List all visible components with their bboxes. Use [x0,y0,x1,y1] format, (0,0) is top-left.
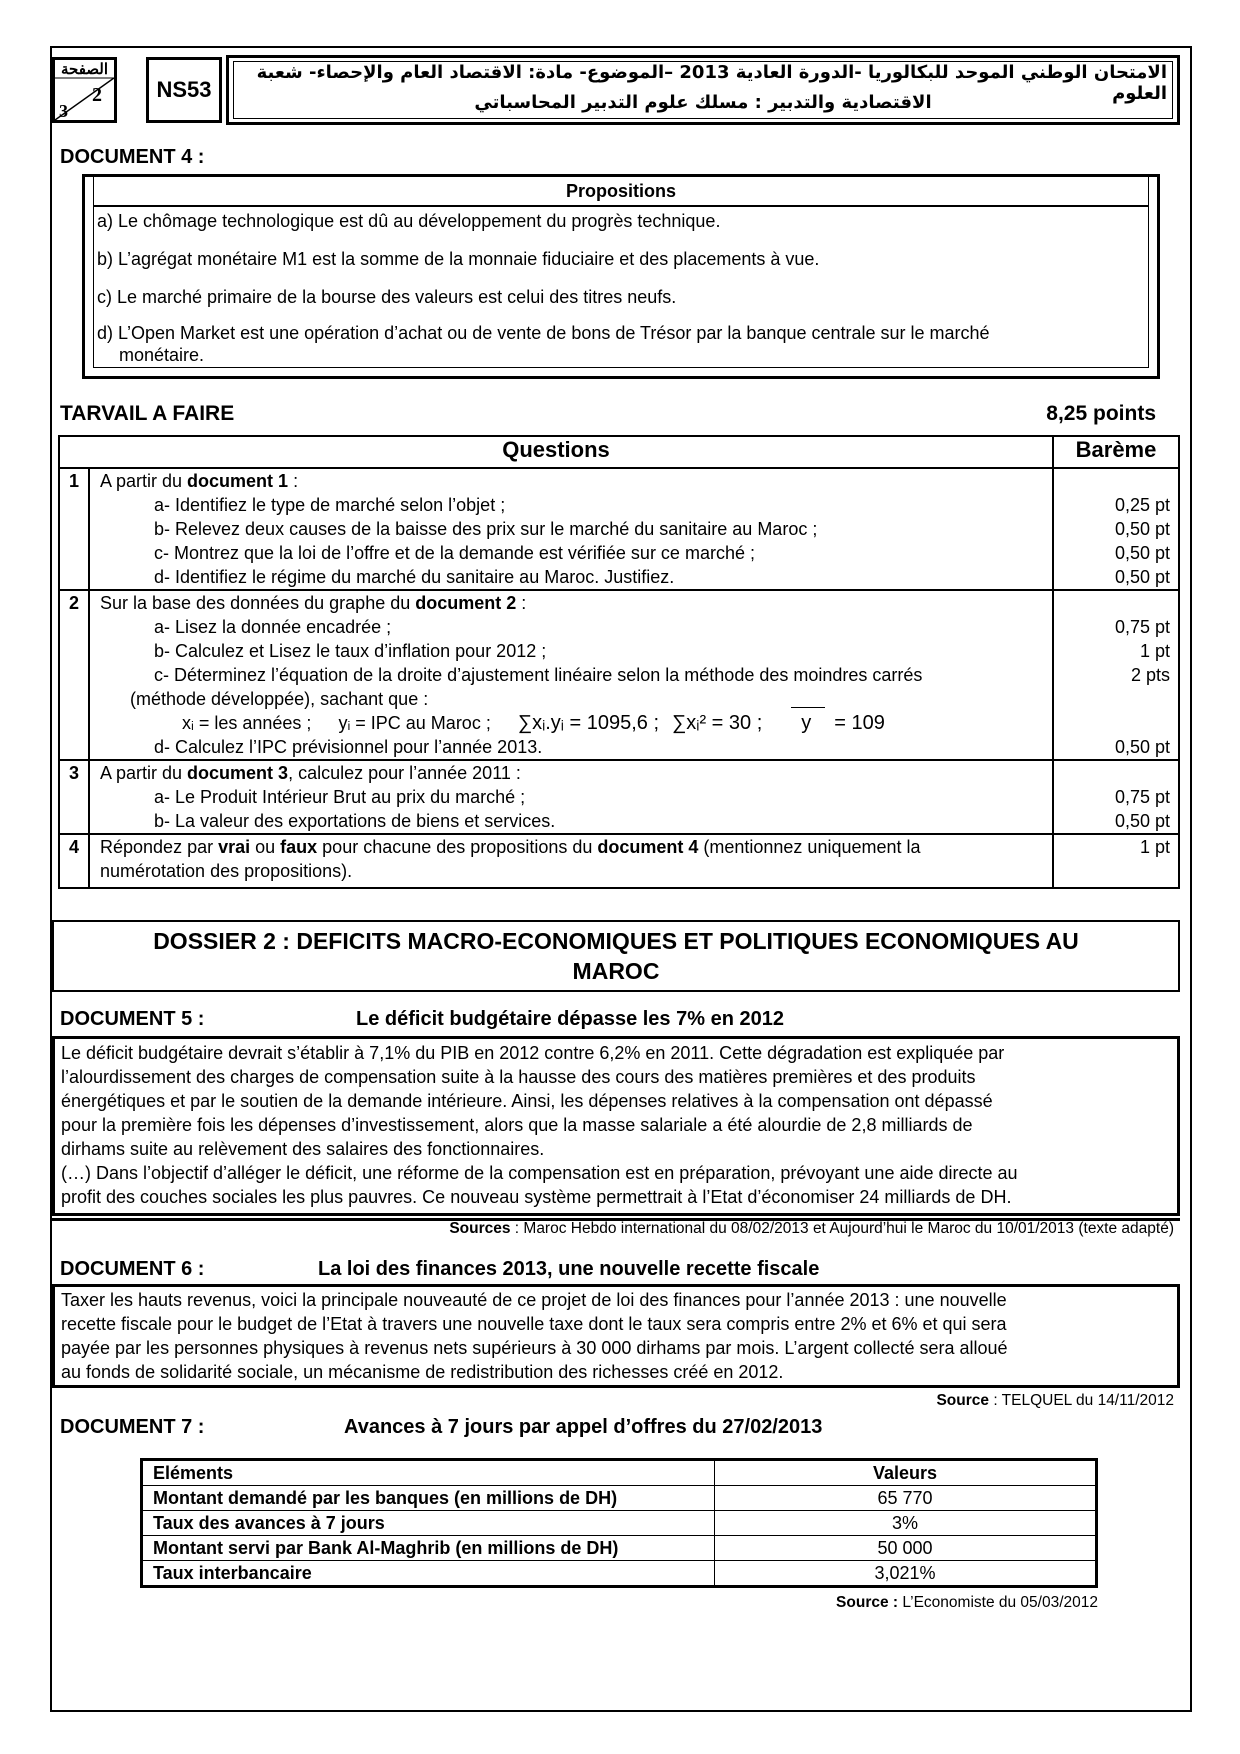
question-3-row [59,760,1179,834]
row-element: Montant servi par Bank Al-Maghrib (en millions de DH) [142,1536,715,1561]
document6-line: au fonds de solidarité sociale, un mécanisme de redistribution des richesses créé en 2012. [61,1362,784,1382]
document7-table [140,1458,1098,1588]
question-2b: b- Calculez et Lisez le taux d’inflation pour 2012 ; [154,641,547,661]
document5-line: Le déficit budgétaire devrait s’établir à 7,1% du PIB en 2012 contre 6,2% en 2011. Cette dégradation est expliquée par [61,1043,1005,1063]
question-4-row [59,834,1179,888]
table-row [142,1486,1097,1511]
question-4-num: 4 [68,837,79,857]
travail-title: TARVAIL A FAIRE [60,402,235,425]
question-2c-line2: (méthode développée), sachant que : [130,689,429,709]
document7-label: DOCUMENT 7 : [60,1416,205,1438]
document5-source: Sources : Maroc Hebdo international du 08/02/2013 et Aujourd’hui le Maroc du 10/01/2013 (texte adapté) [449,1220,1174,1237]
question-2-intro: Sur la base des données du graphe du document 2 : [100,593,527,613]
question-1-row [59,468,1179,590]
table-row [142,1511,1097,1536]
questions-header: Questions [59,436,1053,468]
exam-code: NS53 [146,57,222,123]
row-value: 50 000 [715,1536,1097,1561]
proposition-a: a) Le chômage technologique est dû au développement du progrès technique. [97,211,721,231]
points-1d: 0,50 pt [1114,567,1170,587]
document5-title: Le déficit budgétaire dépasse les 7% en 2012 [356,1008,784,1030]
questions-table [58,435,1180,889]
document5-label: DOCUMENT 5 : [60,1008,205,1030]
dossier2-title-line2: MAROC [572,958,660,984]
document4-box [82,174,1160,379]
page-number: 2 [92,84,102,106]
points-2d: 0,50 pt [1114,737,1170,757]
table-row [142,1561,1097,1587]
page-label: الصفحة [60,60,109,78]
document5-line: (…) Dans l’objectif d’alléger le déficit, une réforme de la compensation est en préparation, prévoyant une aide directe au [61,1163,1018,1183]
question-3a: a- Le Produit Intérieur Brut au prix du marché ; [154,787,526,807]
propositions-header: Propositions [93,177,1149,207]
document6-line: payée par les personnes physiques à revenus nets supérieurs à 30 000 dirhams par mois. L’argent collecté sera alloué [61,1338,1008,1358]
document5-line: profit des couches sociales les plus pauvres. Ce nouveau système permettrait à l’Etat d’économiser 24 milliards de DH. [61,1187,1012,1207]
proposition-d-cont: monétaire. [119,345,205,365]
question-2-formula [90,711,1052,735]
points-4: 1 pt [1139,837,1170,857]
row-element: Montant demandé par les banques (en millions de DH) [142,1486,715,1511]
question-1b: b- Relevez deux causes de la baisse des prix sur le marché du sanitaire au Maroc ; [154,519,818,539]
points-1c: 0,50 pt [1114,543,1170,563]
document5-line: pour la première fois les dépenses d’investissement, alors que la masse salariale a été alourdie de 2,8 milliards de [61,1115,973,1135]
question-3-num: 3 [68,763,79,783]
exam-title-line1: الامتحان الوطني الموحد للبكالوريا -الدورة العادية 2013 –الموضوع- مادة: الاقتصاد العام والإحصاء- شعبة العلوم [256,62,1167,104]
proposition-b: b) L’agrégat monétaire M1 est la somme de la monnaie fiduciaire et des placements à vue. [97,249,820,269]
points-3a: 0,75 pt [1114,787,1170,807]
document6-line: Taxer les hauts revenus, voici la principale nouveauté de ce projet de loi des finances pour l’année 2013 : une nouvelle [61,1290,1007,1310]
bareme-header: Barème [1053,436,1179,468]
document6-source: Source : TELQUEL du 14/11/2012 [936,1392,1174,1409]
page-number-box [52,57,117,123]
points-2a: 0,75 pt [1114,617,1170,637]
question-2c-line1: c- Déterminez l’équation de la droite d’ajustement linéaire selon la méthode des moindres carrés [154,665,923,685]
document6-text [52,1284,1180,1388]
formula-ybar-value: = 109 [834,712,885,734]
question-1-intro: A partir du document 1 : [100,471,299,491]
document6-label: DOCUMENT 6 : [60,1258,205,1280]
question-2-num: 2 [68,593,79,613]
col-valeurs-header: Valeurs [715,1460,1097,1486]
question-3b: b- La valeur des exportations de biens et services. [154,811,556,831]
points-3b: 0,50 pt [1114,811,1170,831]
formula-xi: xᵢ = les années ; [182,713,312,733]
proposition-c: c) Le marché primaire de la bourse des valeurs est celui des titres neufs. [97,287,677,307]
question-1c: c- Montrez que la loi de l’offre et de la demande est vérifiée sur ce marché ; [154,543,755,563]
exam-title-line2: الاقتصادية والتدبير : مسلك علوم التدبير المحاسباتي [474,92,932,113]
question-2d: d- Calculez l’IPC prévisionnel pour l’année 2013. [154,737,543,757]
question-3-intro: A partir du document 3, calculez pour l’année 2011 : [100,763,521,783]
question-1a: a- Identifiez le type de marché selon l’objet ; [154,495,506,515]
question-4-line1: Répondez par vrai ou faux pour chacune des propositions du document 4 (mentionnez uniquement la [100,837,921,857]
document6-line: recette fiscale pour le budget de l’Etat à travers une nouvelle taxe dont le taux sera compris entre 2% et 6% et qui sera [61,1314,1007,1334]
formula-sum-xy: ∑xᵢ.yᵢ = 1095,6 ; [517,712,660,734]
question-1d: d- Identifiez le régime du marché du sanitaire au Maroc. Justifiez. [154,567,675,587]
table-row [142,1536,1097,1561]
question-2a: a- Lisez la donnée encadrée ; [154,617,392,637]
question-2-row [59,590,1179,760]
formula-ybar: y [793,711,819,735]
document7-source: Source : L’Economiste du 05/03/2012 [836,1594,1098,1611]
formula-yi: yᵢ = IPC au Maroc ; [338,713,491,733]
proposition-d: d) L’Open Market est une opération d’achat ou de vente de bons de Trésor par la banque centrale sur le marché [97,323,990,343]
points-2c: 2 pts [1130,665,1170,685]
question-1-num: 1 [68,471,79,491]
col-elements-header: Eléments [142,1460,715,1486]
points-1b: 0,50 pt [1114,519,1170,539]
exam-title-box [226,55,1180,125]
row-element: Taux interbancaire [142,1561,715,1587]
row-value: 3% [715,1511,1097,1536]
formula-sum-x2: ∑xᵢ² = 30 ; [672,712,763,734]
document5-line: dirhams suite au relèvement des salaires des fonctionnaires. [61,1139,545,1159]
page-total: 3 [59,101,68,121]
points-2b: 1 pt [1139,641,1170,661]
document5-line: l’alourdissement des charges de compensation suite à la hausse des cours des matières premières et des produits [61,1067,976,1087]
document5-line: énergétiques et par le soutien de la demande intérieure. Ainsi, les dépenses relatives à la compensation ont dépassé [61,1091,993,1111]
question-4-line2: numérotation des propositions). [100,861,353,881]
row-value: 3,021% [715,1561,1097,1587]
document7-title: Avances à 7 jours par appel d’offres du 27/02/2013 [344,1416,823,1438]
dossier2-title [52,920,1180,992]
travail-points: 8,25 points [1046,402,1156,425]
document5-text [52,1036,1180,1216]
dossier2-title-line1: DOSSIER 2 : DEFICITS MACRO-ECONOMIQUES ET POLITIQUES ECONOMIQUES AU [153,928,1079,954]
row-element: Taux des avances à 7 jours [142,1511,715,1536]
row-value: 65 770 [715,1486,1097,1511]
document4-label: DOCUMENT 4 : [60,146,205,168]
points-1a: 0,25 pt [1114,495,1170,515]
document6-title: La loi des finances 2013, une nouvelle recette fiscale [318,1258,820,1280]
